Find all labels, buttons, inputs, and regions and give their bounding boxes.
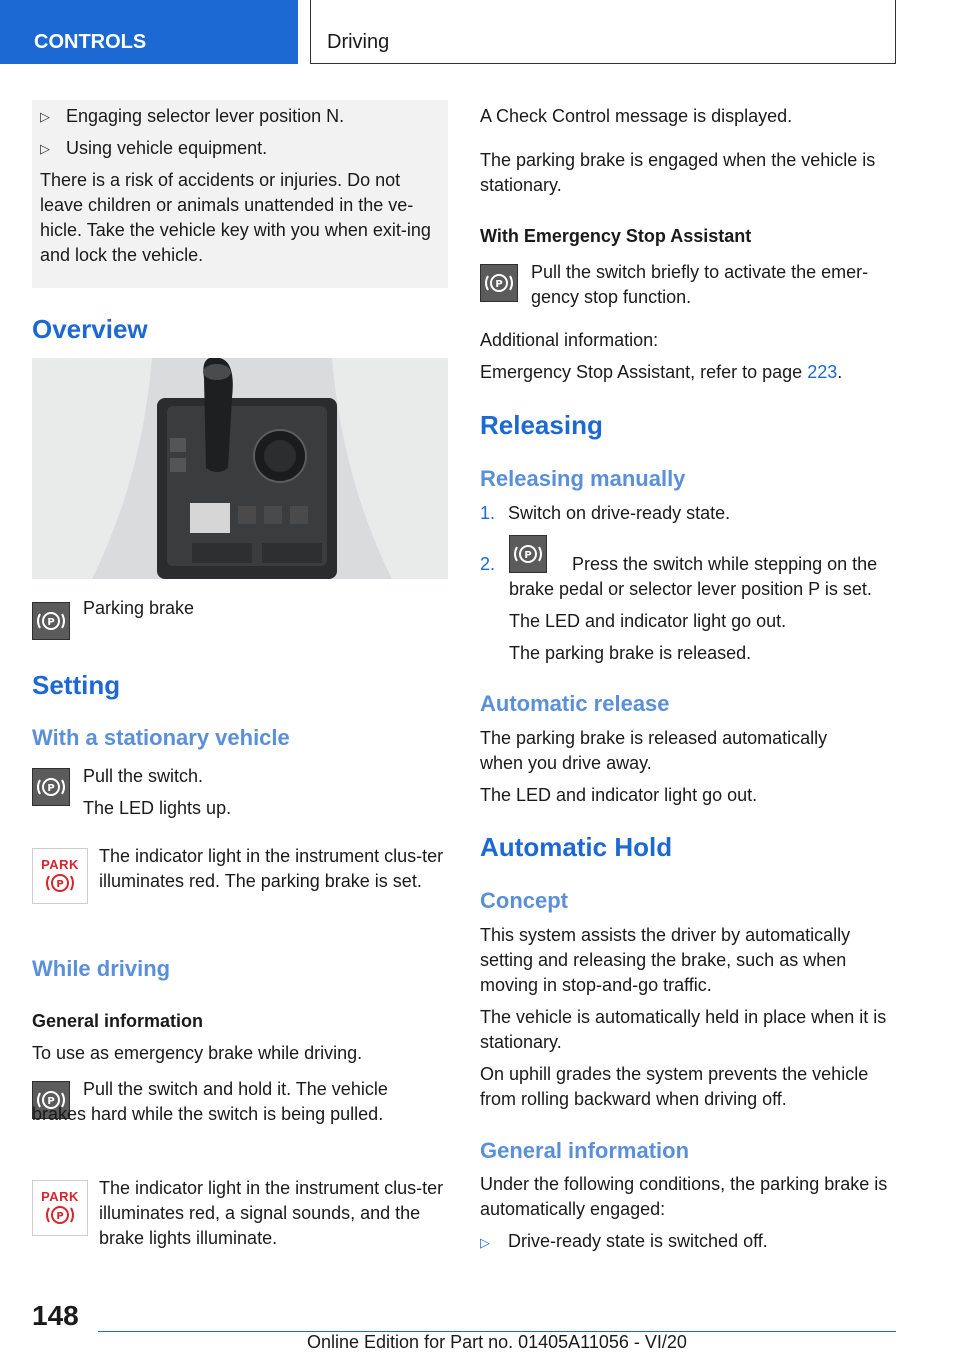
svg-text:P: P xyxy=(56,878,64,890)
page-link[interactable]: 223 xyxy=(807,362,838,382)
svg-text:P: P xyxy=(495,279,503,290)
bullet-icon: ▷ xyxy=(40,109,50,124)
chapter-tab: Driving xyxy=(310,0,896,64)
while-driving-heading: While driving xyxy=(32,956,171,981)
gen-info-text: Under the following conditions, the parking brake is automatically engaged: xyxy=(480,1174,888,1219)
list-item: ▷ Drive-ready state is switched off. xyxy=(480,1229,768,1255)
step-2-sub-1: The LED and indicator light go out. xyxy=(509,611,787,631)
section-tab: CONTROLS xyxy=(0,0,298,64)
setting-heading: Setting xyxy=(32,670,121,700)
additional-info: Additional information: xyxy=(480,330,659,350)
esa-text: Pull the switch briefly to activate the emer-gency stop function. xyxy=(531,262,869,307)
auto-hold-heading: Automatic Hold xyxy=(480,832,673,862)
edition-text: Online Edition for Part no. 01405A11056 - VI/20 xyxy=(307,1332,687,1352)
pull-hold-text: Pull the switch and hold it. The vehicle brakes hard while the switch is being pulled. xyxy=(32,1079,388,1124)
cc-text: A Check Control message is displayed. xyxy=(480,106,793,126)
page-number: 148 xyxy=(32,1300,79,1331)
concept-text-1: This system assists the driver by automatically setting and releasing the brake, such as when moving in stop-and-go traffic. xyxy=(480,925,851,995)
list-item: ▷ Engaging selector lever position N. xyxy=(32,104,440,136)
step-2: Press the switch while stepping on the brake pedal or selector lever position P is set. xyxy=(509,554,878,599)
step-2-sub-2: The parking brake is released. xyxy=(509,643,752,663)
auto-release-text: The parking brake is released automatically when you drive away. xyxy=(480,728,828,773)
console-photo xyxy=(32,358,448,579)
concept-heading: Concept xyxy=(480,888,568,913)
step-2-num: 2. xyxy=(480,554,496,574)
svg-text:P: P xyxy=(47,783,55,794)
emergency-text: To use as emergency brake while driving. xyxy=(32,1043,363,1063)
gen-info-heading: General information xyxy=(480,1138,690,1163)
bullet-icon: ▷ xyxy=(40,141,50,156)
esa-heading: With Emergency Stop Assistant xyxy=(480,226,752,246)
reference-line: Emergency Stop Assistant, refer to page 223. xyxy=(480,362,843,382)
indicator-text-2: The indicator light in the instrument clus-ter illuminates red, a signal sounds, and the brake lights illuminate. xyxy=(99,1178,444,1248)
led-out-text: The LED and indicator light go out. xyxy=(480,785,758,805)
stationary-text: Pull the switch. The LED lights up. xyxy=(83,766,232,818)
parking-brake-switch-icon xyxy=(32,602,70,640)
parking-brake-switch-icon xyxy=(480,264,518,302)
svg-text:P: P xyxy=(47,617,55,628)
auto-release-heading: Automatic release xyxy=(480,691,670,716)
svg-text:P: P xyxy=(56,1210,64,1222)
photo-caption: Parking brake xyxy=(83,598,195,618)
concept-text-3: On uphill grades the system prevents the vehicle from rolling backward when driving off. xyxy=(480,1064,869,1109)
concept-text-2: The vehicle is automatically held in place when it is stationary. xyxy=(480,1007,887,1052)
warning-text: There is a risk of accidents or injuries. Do not leave children or animals unattended in the ve-hicle. Take the vehicle key with you when exit-ing and lock the vehicle. xyxy=(40,170,431,265)
manual-heading: Releasing manually xyxy=(480,466,686,491)
step-1: 1. Switch on drive-ready state. xyxy=(480,503,731,523)
stationary-heading: With a stationary vehicle xyxy=(32,725,290,750)
svg-text:P: P xyxy=(47,1096,55,1107)
overview-heading: Overview xyxy=(32,314,148,344)
list-item: ▷ Using vehicle equipment. xyxy=(32,136,440,168)
parking-brake-switch-icon xyxy=(32,768,70,806)
releasing-heading: Releasing xyxy=(480,410,603,440)
console-image xyxy=(32,358,448,579)
bullet-icon: ▷ xyxy=(480,1235,490,1250)
warning-content xyxy=(40,104,440,268)
svg-text:P: P xyxy=(524,550,532,561)
park-indicator-icon: PARK P xyxy=(32,1180,88,1236)
engaged-text: The parking brake is engaged when the vehicle is stationary. xyxy=(480,150,876,195)
park-indicator-icon: PARK P xyxy=(32,848,88,904)
general-info-heading: General information xyxy=(32,1011,204,1031)
indicator-text-1: The indicator light in the instrument clus-ter illuminates red. The parking brake is set. xyxy=(99,846,444,891)
